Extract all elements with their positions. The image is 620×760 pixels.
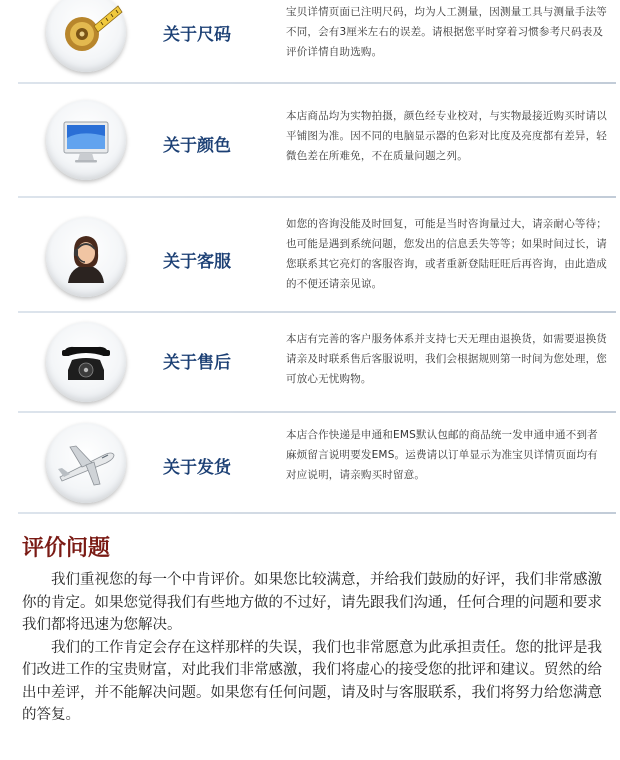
customer-service-icon [46,217,126,297]
after-sales-icon-disc [46,322,126,402]
row-title: 关于尺码 [163,25,231,45]
row-title: 关于售后 [163,353,231,373]
row-description: 本店有完善的客户服务体系并支持七天无理由退换货，如需要退换货请亲及时联系售后客服说明，我们会根据规则第一时间为您处理，您可放心无忧购物。 [286,333,607,385]
monitor-icon [46,100,126,180]
size-icon-disc [46,0,126,72]
shipping-icon-disc [46,423,126,503]
service-icon-disc [46,217,126,297]
row-description: 本店合作快递是申通和EMS默认包邮的商品统一发申通申通不到者麻烦留言说明要发EMS。运费请以订单显示为准宝贝详情页面均有对应说明，请亲购买时留意。 [286,429,598,481]
info-row-color [18,84,616,198]
row-description: 本店商品均为实物拍摄，颜色经专业校对，与实物最接近购买时请以平铺图为准。因不同的电脑显示器的色彩对比度及亮度都有差异，轻微色差在所难免，不在质量问题之列。 [286,110,607,162]
info-row-after-sales [18,313,616,413]
row-title: 关于颜色 [163,136,231,156]
row-description: 宝贝详情页面已注明尺码，均为人工测量，因测量工具与测量手法等不同，会有3厘米左右的误差。请根据您平时穿着习惯参考尺码表及评价详情自助选购。 [286,6,607,58]
info-row-service [18,198,616,313]
review-paragraph: 我们的工作肯定会存在这样那样的失误，我们也非常愿意为此承担责任。您的批评是我们改进工作的宝贵财富，对此我们非常感激，我们将虚心的接受您的批评和建议。贸然的给出中差评，并不能解决问题。如果您有任何问题，请及时与客服联系，我们将努力给您满意的答复。 [22,639,602,723]
info-row-shipping [18,413,616,514]
row-title: 关于发货 [163,458,231,478]
color-icon-disc [46,100,126,180]
measuring-tape-icon [46,0,126,72]
row-title: 关于客服 [163,252,231,272]
review-paragraph: 我们重视您的每一个中肯评价。如果您比较满意，并给我们鼓励的好评，我们非常感激你的肯定。如果您觉得我们有些地方做的不过好，请先跟我们沟通，任何合理的问题和要求我们都将迅速为您解决。 [22,572,602,633]
info-row-size [18,0,616,84]
airplane-icon [46,423,126,503]
row-description: 如您的咨询没能及时回复，可能是当时咨询量过大，请亲耐心等待；也可能是遇到系统问题，您发出的信息丢失等等；如果时间过长，请您联系其它亮灯的客服咨询，或者重新登陆旺旺后再咨询，由此造成的不便还请亲见谅。 [286,218,607,290]
review-section-title: 评价问题 [22,535,111,561]
review-section-body [22,569,606,727]
telephone-icon [46,322,126,402]
divider [18,512,616,514]
